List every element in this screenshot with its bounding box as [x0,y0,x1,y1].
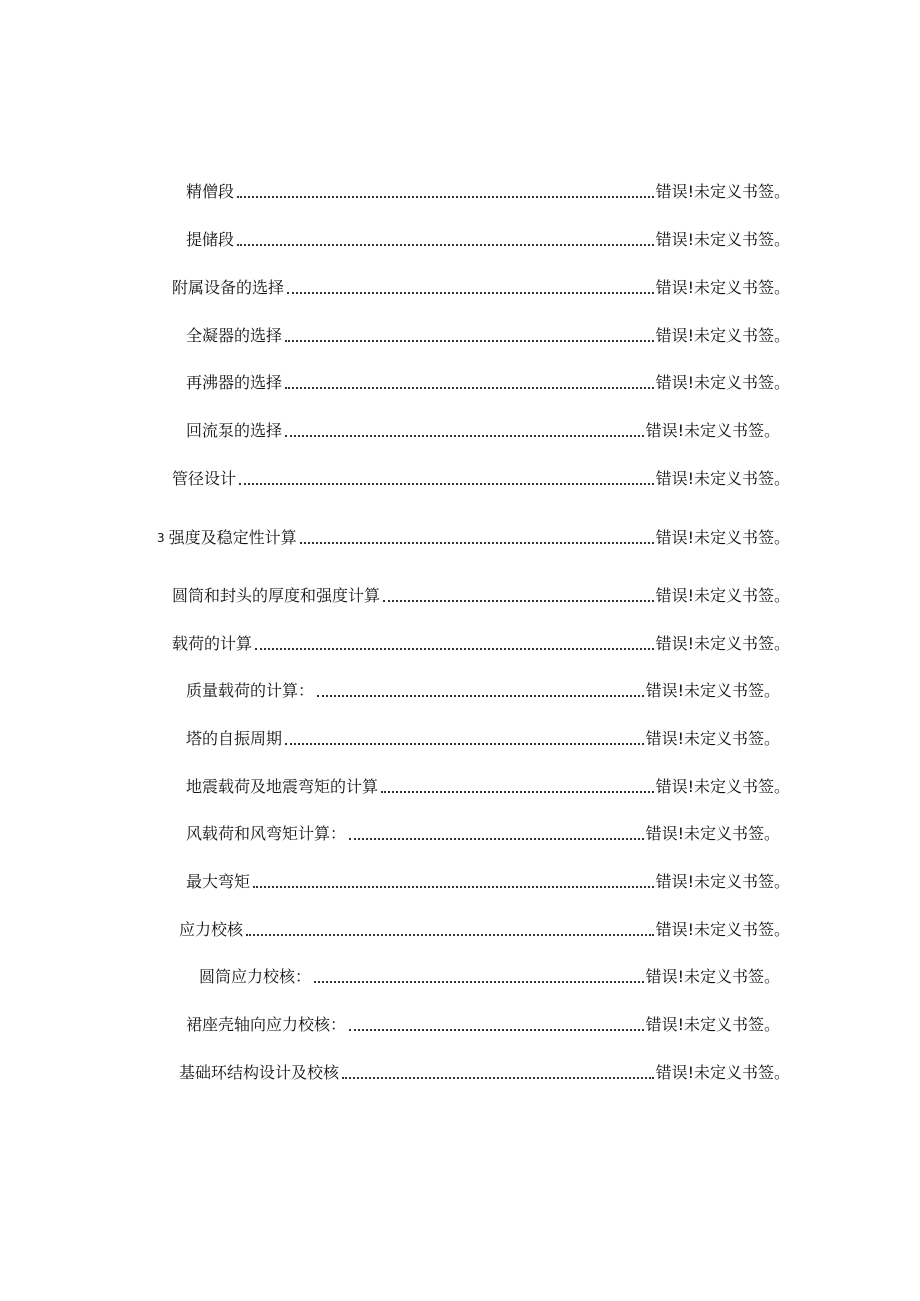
toc-entry-title: 附属设备的选择 [172,278,285,297]
toc-entry-page-ref: 错误!未定义书签。 [655,528,790,547]
toc-entry-title: 裙座壳轴向应力校核： [186,1015,347,1034]
toc-entry[interactable] [186,823,780,845]
toc-entry-title: 载荷的计算 [172,634,253,653]
toc-entry[interactable] [186,181,790,203]
toc-entry[interactable] [186,680,780,702]
toc-entry-title: 塔的自振周期 [186,729,283,748]
toc-entry[interactable] [186,420,780,442]
toc-entry[interactable] [172,633,790,655]
toc-entry-page-ref: 错误!未定义书签。 [655,278,790,297]
toc-entry-title: 风载荷和风弯矩计算： [186,824,347,843]
toc-entry-title: 再沸器的选择 [186,373,283,392]
dot-leader [314,981,644,983]
toc-entry-title: 圆筒应力校核： [199,967,312,986]
dot-leader [255,648,654,650]
toc-entry-page-ref: 错误!未定义书签。 [655,1063,790,1082]
toc-entry-page-ref: 错误!未定义书签。 [655,872,790,891]
toc-entry[interactable] [172,585,790,607]
dot-leader [287,292,654,294]
dot-leader [300,542,654,544]
toc-entry-page-ref: 错误!未定义书签。 [645,1015,780,1034]
toc-entry-title: 强度及稳定性计算 [168,528,297,547]
toc-entry-title: 圆筒和封头的厚度和强度计算 [172,586,381,605]
toc-entry-page-ref: 错误!未定义书签。 [645,824,780,843]
toc-entry[interactable] [186,229,790,251]
toc-entry-page-ref: 错误!未定义书签。 [645,729,780,748]
toc-entry-title: 质量载荷的计算： [186,681,315,700]
toc-entry[interactable] [172,277,790,299]
toc-entry[interactable] [186,1014,780,1036]
toc-entry-page-ref: 错误!未定义书签。 [655,586,790,605]
dot-leader [349,838,644,840]
dot-leader [253,886,654,888]
toc-entry-page-ref: 错误!未定义书签。 [655,634,790,653]
toc-entry-page-ref: 错误!未定义书签。 [645,967,780,986]
toc-entry[interactable] [186,776,790,798]
toc-entry-title: 提储段 [186,230,235,249]
toc-entry-page-ref: 错误!未定义书签。 [655,230,790,249]
toc-entry-title: 全凝器的选择 [186,326,283,345]
toc-chapter-number: 3 [157,531,165,545]
toc-entry[interactable] [186,325,790,347]
toc-entry-page-ref: 错误!未定义书签。 [655,777,790,796]
toc-entry-title: 地震载荷及地震弯矩的计算 [186,777,379,796]
toc-entry[interactable] [172,468,790,490]
toc-entry[interactable] [186,372,790,394]
dot-leader [381,791,654,793]
toc-entry[interactable] [199,966,780,988]
toc-entry-page-ref: 错误!未定义书签。 [645,421,780,440]
dot-leader [239,483,654,485]
toc-entry-title: 回流泵的选择 [186,421,283,440]
dot-leader [383,600,654,602]
dot-leader [285,387,654,389]
toc-entry-page-ref: 错误!未定义书签。 [655,182,790,201]
dot-leader [237,196,654,198]
dot-leader [342,1077,654,1079]
dot-leader [237,244,654,246]
toc-entry[interactable] [186,871,790,893]
toc-entry[interactable] [186,728,780,750]
dot-leader [349,1029,644,1031]
dot-leader [246,934,654,936]
dot-leader [317,695,644,697]
toc-entry-title: 应力校核 [179,920,244,939]
toc-entry-page-ref: 错误!未定义书签。 [655,326,790,345]
toc-entry-title: 基础环结构设计及校核 [179,1063,340,1082]
dot-leader [285,340,654,342]
toc-entry-title: 最大弯矩 [186,872,251,891]
dot-leader [285,435,644,437]
toc-chapter-entry[interactable] [157,527,790,549]
toc-entry-page-ref: 错误!未定义书签。 [655,920,790,939]
toc-entry-page-ref: 错误!未定义书签。 [655,469,790,488]
toc-entry-page-ref: 错误!未定义书签。 [645,681,780,700]
toc-entry[interactable] [179,1062,790,1084]
toc-entry-page-ref: 错误!未定义书签。 [655,373,790,392]
toc-entry-title: 精僧段 [186,182,235,201]
toc-entry[interactable] [179,919,790,941]
dot-leader [285,743,644,745]
toc-entry-title: 管径设计 [172,469,237,488]
